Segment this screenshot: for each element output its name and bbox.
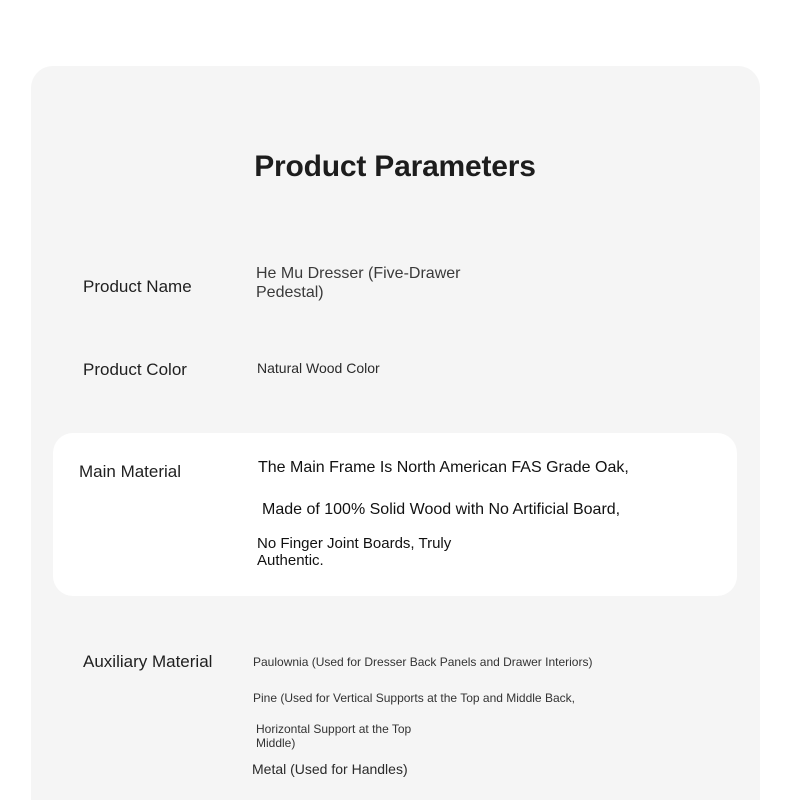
auxiliary-material-item-pine-cont: Horizontal Support at the Top — [256, 722, 412, 736]
auxiliary-material-label: Auxiliary Material — [83, 652, 213, 671]
main-material-line3a: No Finger Joint Boards, Truly — [257, 535, 452, 552]
product-color-value: Natural Wood Color — [257, 360, 380, 376]
auxiliary-material-item-pine: Pine (Used for Vertical Supports at the Top and Middle Back, — [253, 691, 575, 705]
main-material-line3b: Authentic. — [257, 552, 324, 569]
product-name-value-line1: He Mu Dresser (Five-Drawer — [256, 265, 461, 282]
auxiliary-material-item-paulownia: Paulownia (Used for Dresser Back Panels and Drawer Interiors) — [253, 655, 593, 669]
auxiliary-material-item-metal: Metal (Used for Handles) — [252, 761, 408, 777]
product-name-value-line2: Pedestal) — [256, 284, 324, 301]
page-title: Product Parameters — [254, 150, 536, 183]
main-material-line1: The Main Frame Is North American FAS Grade Oak, — [258, 459, 629, 476]
main-material-label: Main Material — [79, 462, 182, 481]
auxiliary-material-item-pine-cont2: Middle) — [256, 736, 296, 750]
product-name-label: Product Name — [83, 277, 192, 296]
main-material-line2: Made of 100% Solid Wood with No Artificial Board, — [262, 501, 621, 518]
product-color-label: Product Color — [83, 360, 187, 379]
